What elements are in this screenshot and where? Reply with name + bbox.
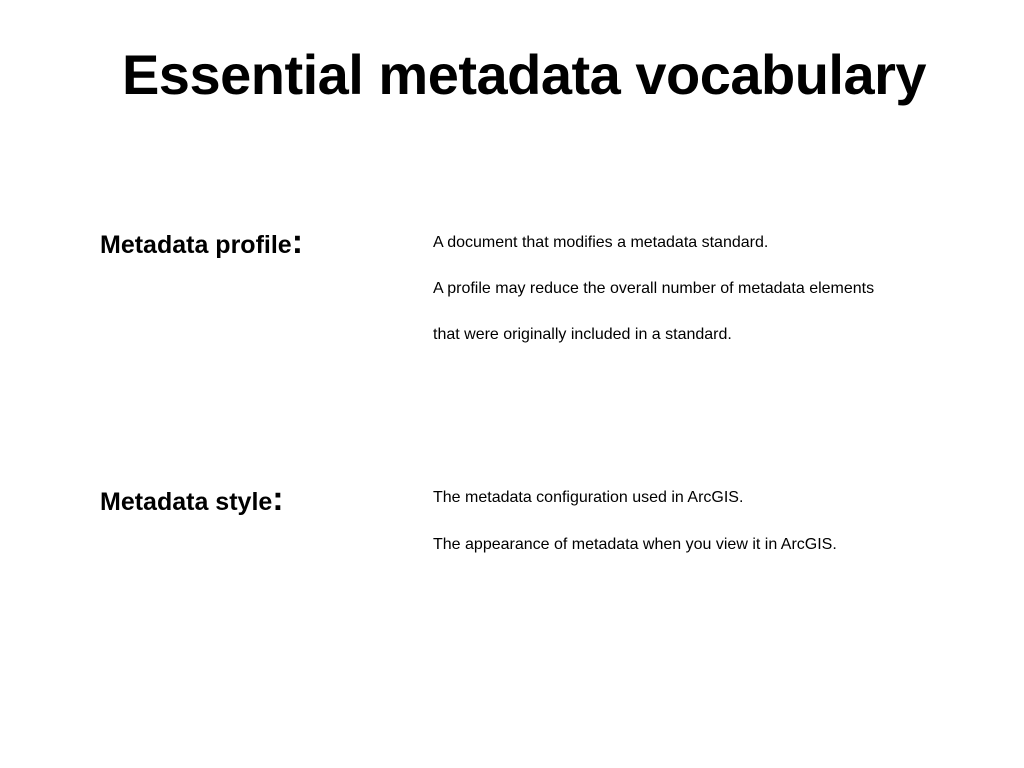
definition-line: A document that modifies a metadata standard. xyxy=(433,234,769,251)
definition-line: The metadata configuration used in ArcGIS. xyxy=(433,489,744,506)
term-colon: : xyxy=(291,223,304,261)
term-label: Metadata style xyxy=(100,488,273,516)
term-metadata-profile xyxy=(100,223,304,261)
term-label: Metadata profile xyxy=(100,231,292,259)
definition-line: A profile may reduce the overall number of metadata elements xyxy=(433,280,875,297)
definition-line: that were originally included in a standard. xyxy=(433,326,732,343)
slide-title: Essential metadata vocabulary xyxy=(121,43,927,106)
term-metadata-style xyxy=(100,480,284,518)
definition-line: The appearance of metadata when you view it in ArcGIS. xyxy=(433,536,837,553)
term-colon: : xyxy=(272,480,284,518)
